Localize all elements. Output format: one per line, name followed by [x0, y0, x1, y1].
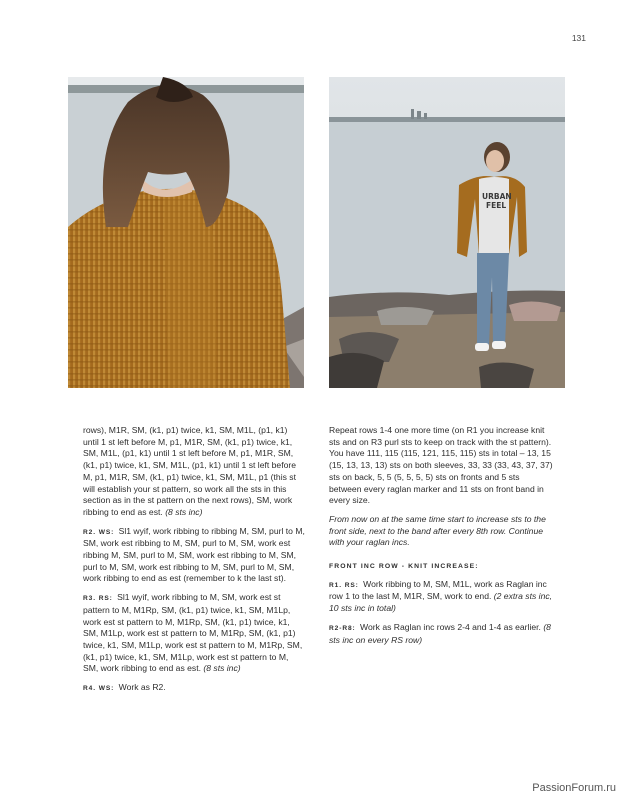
- section-heading: FRONT INC ROW - KNIT INCREASE:: [329, 563, 479, 571]
- r3-note: (8 sts inc): [203, 663, 241, 674]
- r3-text: Sl1 wyif, work ribbing to M, SM, work est st pattern to M, M1Rp, SM, (k1, p1) twice, k1, SM, M1Lp, work est st pattern to M, M1Rp, SM, (k1, p1) twice, k1, SM, M1Lp, work est st pattern to M, M1Rp, SM, (k1, p1) twice, k1, SM, M1Lp, work est st pattern to M, M1Rp, SM, (k1, p1) twice, k1, SM, M1Lp, work est st pattern to M, SM, work ribbing to end as est.: [83, 592, 303, 674]
- r2r8-note: (8 sts inc on every RS row): [329, 621, 551, 645]
- right-text-column: [329, 425, 553, 653]
- row-r2-r8: [329, 622, 553, 646]
- row-r1: [329, 579, 553, 615]
- r2r8-text: Work as Raglan inc rows 2-4 and 1-4 as earlier.: [360, 621, 541, 632]
- watermark: PassionForum.ru: [532, 782, 616, 794]
- r2-label: R2. WS:: [83, 528, 115, 536]
- instruction-paragraph: From now on at the same time start to increase sts to the front side, next to the band after every 8th row. Continue with your raglan incs.: [329, 513, 546, 548]
- r3-label: R3. RS:: [83, 595, 113, 603]
- page-number: 131: [571, 33, 586, 43]
- shirt-text-line1: URBAN: [482, 192, 512, 201]
- intro-text: rows), M1R, SM, (k1, p1) twice, k1, SM, M1L, (p1, k1) until 1 st left before M, p1, M1R, SM, (k1, p1) twice, k1, SM, M1L, (p1, k1) until 1 st left before M, p1, M1R, SM, (k1, p1) twice, k1, SM, M1L, (p1, k1) until 1 st left before M, p1, M1R, SM, (k1, p1) twice, k1, SM, M1L, p1 (this st will establish your st pattern, so work all the sts in this section as in the st pattern on the next rows), SM, work ribbing to end as est.: [83, 425, 297, 517]
- shirt-text-line2: FEEL: [486, 201, 507, 210]
- r1-note: (2 extra sts inc, 10 sts inc in total): [329, 591, 553, 614]
- r2r8-label: R2-R8:: [329, 624, 356, 632]
- r4-label: R4. WS:: [83, 685, 115, 693]
- row-r2: [83, 526, 305, 586]
- right-photo: [329, 77, 565, 388]
- r4-text: Work as R2.: [118, 682, 166, 693]
- row-r4: [83, 682, 305, 695]
- r2-text: Sl1 wyif, work ribbing to ribbing M, SM, purl to M, SM, work est ribbing to M, SM, purl to M, SM, work est ribbing M, SM, purl to M, SM, work est ribbing to M, SM, purl to M, SM, work est ribbing to M, SM, purl to M, SM, work ribbing to end as est (remember to k the last st).: [83, 525, 305, 584]
- intro-note: (8 sts inc): [165, 506, 203, 517]
- left-text-column: [83, 425, 305, 702]
- row-r3: [83, 592, 305, 675]
- r1-label: R1. RS:: [329, 581, 359, 589]
- left-photo: [68, 77, 304, 388]
- intro-paragraph: [83, 425, 305, 519]
- r1-text: Work ribbing to M, SM, M1L, work as Raglan inc row 1 to the last M, M1R, SM, work to end.: [329, 578, 547, 602]
- repeat-paragraph: Repeat rows 1-4 one more time (on R1 you increase knit sts and on R3 purl sts to keep on track with the st pattern). You have 111, 115 (115, 121, 115, 115) sts in total – 13, 15 (15, 13, 13, 13) sts on both sleeves, 33, 33 (33, 43, 37, 37) sts on back, 5, 5 (5, 5, 5, 5) sts on fronts and 5 sts between every raglan marker and 11 sts on front band in every size.: [329, 425, 553, 506]
